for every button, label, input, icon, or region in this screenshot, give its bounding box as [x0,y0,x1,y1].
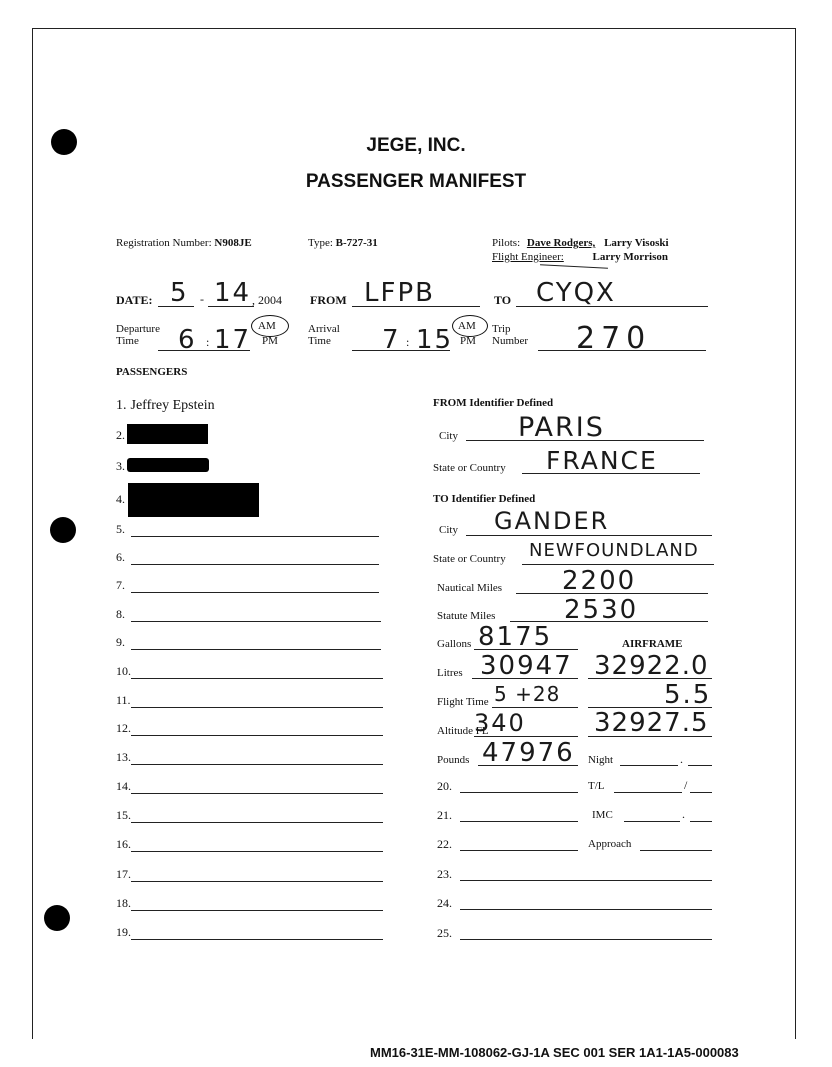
passenger-9-line [131,649,381,650]
to-city-value: GANDER [494,507,610,535]
approach-line [640,850,712,851]
departure-pm: PM [262,335,278,347]
to-identifier-heading: TO Identifier Defined [433,493,536,505]
arrival-hour: 7 [382,325,401,355]
passenger-5-line [131,536,379,537]
arrival-minute: 15 [416,325,454,355]
passenger-17-number: 17. [116,867,131,881]
to-state-value: NEWFOUNDLAND [529,540,699,561]
flight-time-value: 5 +28 [494,682,561,706]
arrival-am-circle [452,315,488,337]
type-value: B-727-31 [335,237,378,249]
departure-am: AM [258,320,276,332]
registration-number [116,237,252,249]
gallons-line [474,649,578,650]
passenger-15-number: 15. [116,808,131,822]
passengers-heading: PASSENGERS [116,366,188,378]
from-city-line [466,440,704,441]
trip-number-label [492,323,528,347]
departure-line [158,350,250,351]
passenger-20-line [460,792,578,793]
airframe-value-3: 32927.5 [594,708,709,738]
imc-line-a [624,821,680,822]
passenger-10-line [131,678,383,679]
passenger-7-line [131,592,379,593]
from-city-value: PARIS [518,412,605,443]
passenger-1-name: Jeffrey Epstein [130,398,215,413]
passenger-1-number: 1. [116,398,127,413]
tl-separator: / [684,778,688,792]
company-name: JEGE, INC. [366,135,466,156]
passenger-25-number: 25. [437,926,452,940]
from-city-label: City [439,430,458,442]
punch-hole-bottom [44,905,70,931]
departure-minute: 17 [214,325,252,355]
altitude-label: Altitude FL [437,725,489,737]
passenger-6-line [131,564,379,565]
airframe-value-2: 5.5 [664,680,712,710]
arrival-line [352,350,450,351]
passenger-4-number: 4. [116,492,125,506]
night-line-a [620,765,678,766]
to-label: TO [494,293,512,307]
nautical-miles-line [516,593,708,594]
arrival-time-label [308,323,340,347]
statute-miles-value: 2530 [564,595,639,625]
passenger-23-number: 23. [437,867,452,881]
flight-time-line [492,707,578,708]
to-state-line [522,564,714,565]
engineer-label: Flight Engineer: [492,251,564,263]
date-day: 14 [214,278,252,308]
date-month-line [158,306,194,307]
form-title: PASSENGER MANIFEST [305,171,527,192]
date-day-line [208,306,254,307]
type-label: Type: [308,237,333,249]
passenger-16-number: 16. [116,837,131,851]
bates-stamp: MM16-31E-MM-108062-GJ-1A SEC 001 SER 1A1-1A5-000083 [370,1045,739,1060]
passenger-11-line [131,707,383,708]
aircraft-type [308,237,378,249]
departure-time-label [116,323,160,347]
pounds-value: 47976 [482,738,575,768]
passenger-24-number: 24. [437,896,452,910]
passenger-24-line [460,909,712,910]
passenger-16-line [131,851,383,852]
altitude-value: 340 [474,709,526,737]
imc-label: IMC [592,809,613,821]
tl-label: T/L [588,780,605,792]
to-city-label: City [439,524,458,536]
arrival-am: AM [458,320,476,332]
from-state-line [522,473,700,474]
registration-value: N908JE [214,237,252,249]
from-state-value: FRANCE [546,446,658,475]
passenger-8-line [131,621,381,622]
pilot-2: Larry Visoski [604,237,669,249]
tl-line-b [690,792,712,793]
trip-label-line-1: Trip [492,323,511,335]
departure-hour: 6 [178,325,197,355]
to-line [516,306,708,307]
from-value: LFPB [364,278,435,308]
date-separator: - [200,292,204,306]
pilots [492,237,669,249]
departure-label-line-2: Time [116,335,139,347]
night-line-b [688,765,712,766]
passenger-14-number: 14. [116,779,131,793]
passenger-10-number: 10. [116,664,131,678]
passenger-12-line [131,735,383,736]
passenger-21-line [460,821,578,822]
redacted-passenger-3 [127,458,209,472]
redacted-passenger-4 [128,483,259,517]
passenger-15-line [131,822,383,823]
redacted-passenger-2 [127,424,208,444]
passenger-21-number: 21. [437,808,452,822]
arrival-label-line-2: Time [308,335,331,347]
passenger-20-number: 20. [437,779,452,793]
passenger-6-number: 6. [116,550,125,564]
imc-separator: . [682,807,685,821]
departure-label-line-1: Departure [116,323,160,335]
litres-line [472,678,578,679]
from-line [352,306,480,307]
imc-line-b [690,821,712,822]
litres-label: Litres [437,667,463,679]
from-label: FROM [310,293,347,307]
passenger-14-line [131,793,383,794]
approach-label: Approach [588,838,632,850]
departure-am-circle [251,315,289,337]
trip-number-line [538,350,706,351]
passenger-2-number: 2. [116,428,125,442]
date-month: 5 [170,278,189,308]
gallons-value: 8175 [478,622,553,652]
passenger-23-line [460,880,712,881]
arrival-colon: : [406,335,410,349]
registration-label: Registration Number: [116,237,212,249]
passenger-22-number: 22. [437,837,452,851]
gallons-label: Gallons [437,638,472,650]
passenger-18-number: 18. [116,896,131,910]
passenger-11-number: 11. [116,693,131,707]
passenger-12-number: 12. [116,721,131,735]
trip-label-line-2: Number [492,335,529,347]
airframe-line-1 [588,678,712,679]
night-label: Night [588,754,614,766]
to-value: CYQX [536,278,616,308]
passenger-25-line [460,939,712,940]
passenger-22-line [460,850,578,851]
nautical-miles-value: 2200 [562,566,637,596]
passenger-3-number: 3. [116,459,125,473]
pounds-line [478,765,578,766]
to-city-line [466,535,712,536]
to-state-label: State or Country [433,553,506,565]
passenger-19-number: 19. [116,925,131,939]
date-label: DATE: [116,293,153,307]
pilots-label: Pilots: [492,237,521,249]
passenger-8-number: 8. [116,607,125,621]
trip-number-value: 270 [576,321,652,356]
airframe-value-1: 32922.0 [594,651,709,681]
passenger-17-line [131,881,383,882]
statute-miles-label: Statute Miles [437,610,496,622]
altitude-line [474,736,578,737]
date-year: , 2004 [252,293,282,307]
flight-engineer [492,251,668,263]
passenger-19-line [131,939,383,940]
litres-value: 30947 [480,651,573,681]
from-state-label: State or Country [433,462,506,474]
arrival-label-line-1: Arrival [308,323,340,335]
from-identifier-heading: FROM Identifier Defined [433,397,554,409]
night-separator: . [680,752,683,766]
arrival-pm: PM [460,335,476,347]
passenger-7-number: 7. [116,578,125,592]
punch-hole-middle [50,517,76,543]
pounds-label: Pounds [437,754,470,766]
passenger-13-number: 13. [116,750,131,764]
passenger-9-number: 9. [116,635,125,649]
tl-line-a [614,792,682,793]
flight-time-label: Flight Time [437,696,489,708]
passenger-18-line [131,910,383,911]
nautical-miles-label: Nautical Miles [437,582,503,594]
pilot-1: Dave Rodgers, [526,237,596,249]
engineer-value: Larry Morrison [592,251,668,263]
airframe-line-3 [588,736,712,737]
passenger-5-number: 5. [116,522,125,536]
passenger-13-line [131,764,383,765]
airframe-heading: AIRFRAME [622,638,683,650]
passenger-row [116,396,215,414]
departure-colon: : [206,335,210,349]
